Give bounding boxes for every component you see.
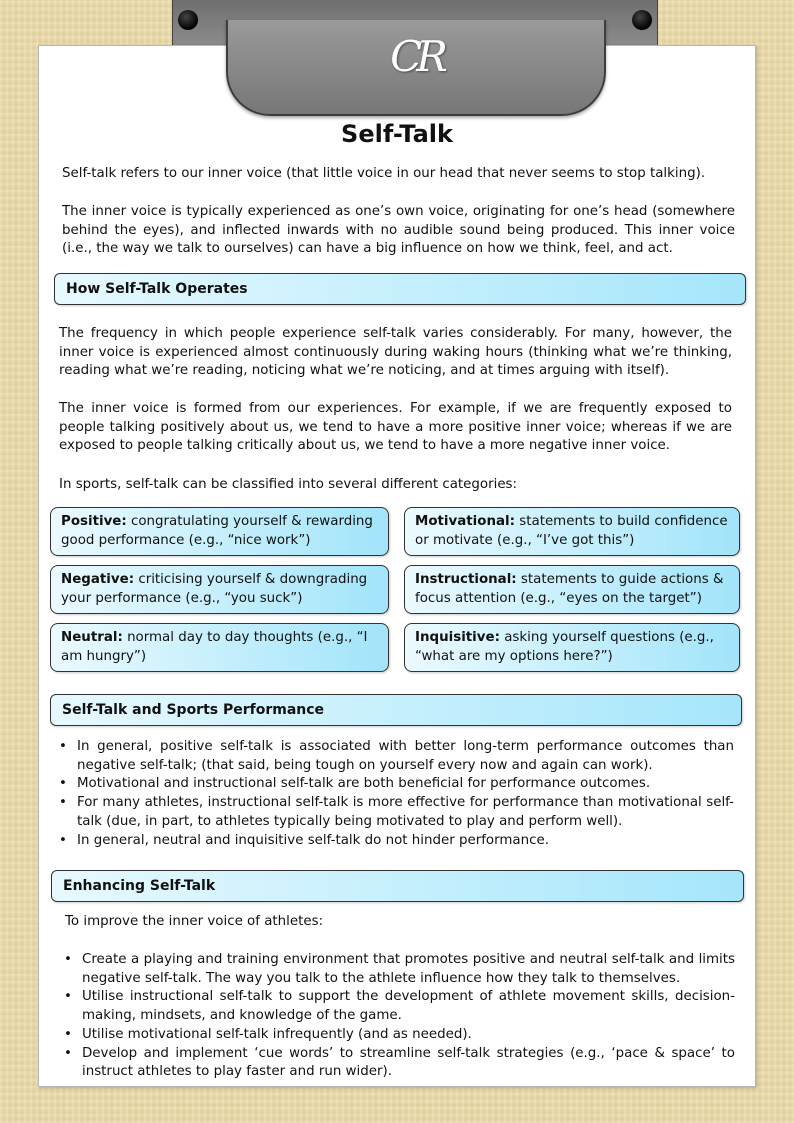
operates-paragraph-3: In sports, self-talk can be classified into several different categories: [59,477,518,492]
operates-paragraph-1: The frequency in which people experience self-talk varies considerably. For many, however, the inner voice is experienced almost continuously during waking hours (thinking what we’re thinking, reading what we’re reading, noticing what we’re noticing, and at times arguing with itself). [59,326,732,379]
performance-bullet-list [54,738,734,850]
page-title: Self-Talk [341,120,453,148]
category-text: criticising yourself & downgrading your performance (e.g., “you suck”) [61,572,368,606]
category-label: Positive: [61,514,127,529]
intro-paragraph-1: Self-talk refers to our inner voice (that little voice in our head that never seems to stop talking). [62,166,706,181]
section-heading-enhancing: Enhancing Self-Talk [51,870,744,902]
rivet-icon [178,10,198,30]
category-text: normal day to day thoughts (e.g., “I am hungry”) [61,630,368,664]
list-item: • Utilise motivational self-talk infrequently (and as needed). [59,1026,735,1045]
list-item: • For many athletes, instructional self-talk is more effective for performance than motivational self-talk (due, in part, to athletes typically being motivated to play and perform well). [54,794,734,831]
list-item: • Develop and implement ‘cue words’ to streamline self-talk strategies (e.g., ‘pace & space’ to instruct athletes to play faster and run wider). [59,1045,735,1082]
intro-paragraph-2: The inner voice is typically experienced as one’s own voice, originating for one’s head (somewhere behind the eyes), and inflected inwards with no audible sound being produced. This inner voice (i.e., the way we talk to ourselves) can have a big influence on how we think, feel, and act. [62,204,735,257]
category-box-motivational [404,507,740,556]
category-box-negative [50,565,389,614]
list-item: • Motivational and instructional self-talk are both beneficial for performance outcomes. [54,775,734,794]
category-text: asking yourself questions (e.g., “what are my options here?”) [415,630,714,664]
operates-paragraph-2: The inner voice is formed from our experiences. For example, if we are frequently exposed to people talking positively about us, we tend to have a more positive inner voice; whereas if we are exposed to people talking critically about us, we tend to have a more negative inner voice. [59,401,732,454]
category-box-positive [50,507,389,556]
list-item: • Create a playing and training environment that promotes positive and neutral self-talk and limits negative self-talk. The way you talk to the athlete influence how they talk to themselves. [59,951,735,988]
category-text: statements to build confidence or motivate (e.g., “I’ve got this”) [415,514,728,548]
section-heading-performance: Self-Talk and Sports Performance [50,694,742,726]
category-box-inquisitive [404,623,740,672]
category-text: congratulating yourself & rewarding good performance (e.g., “nice work”) [61,514,373,548]
enhancing-bullet-list [59,951,735,1082]
list-item: • Utilise instructional self-talk to support the development of athlete movement skills, decision-making, mindsets, and knowledge of the game. [59,988,735,1025]
logo: CR [390,32,442,81]
category-box-neutral [50,623,389,672]
category-text: statements to guide actions & focus attention (e.g., “eyes on the target”) [415,572,724,606]
list-item: • In general, positive self-talk is associated with better long-term performance outcomes than negative self-talk; (that said, being tough on yourself every now and again can work). [54,738,734,775]
category-label: Inquisitive: [415,630,500,645]
clipboard-clip [226,20,606,116]
section-heading-operates: How Self-Talk Operates [54,273,746,305]
category-label: Negative: [61,572,135,587]
category-label: Motivational: [415,514,515,529]
rivet-icon [632,10,652,30]
category-box-instructional [404,565,740,614]
enhancing-intro: To improve the inner voice of athletes: [65,914,324,929]
category-label: Neutral: [61,630,123,645]
category-label: Instructional: [415,572,517,587]
list-item: • In general, neutral and inquisitive self-talk do not hinder performance. [54,832,734,851]
